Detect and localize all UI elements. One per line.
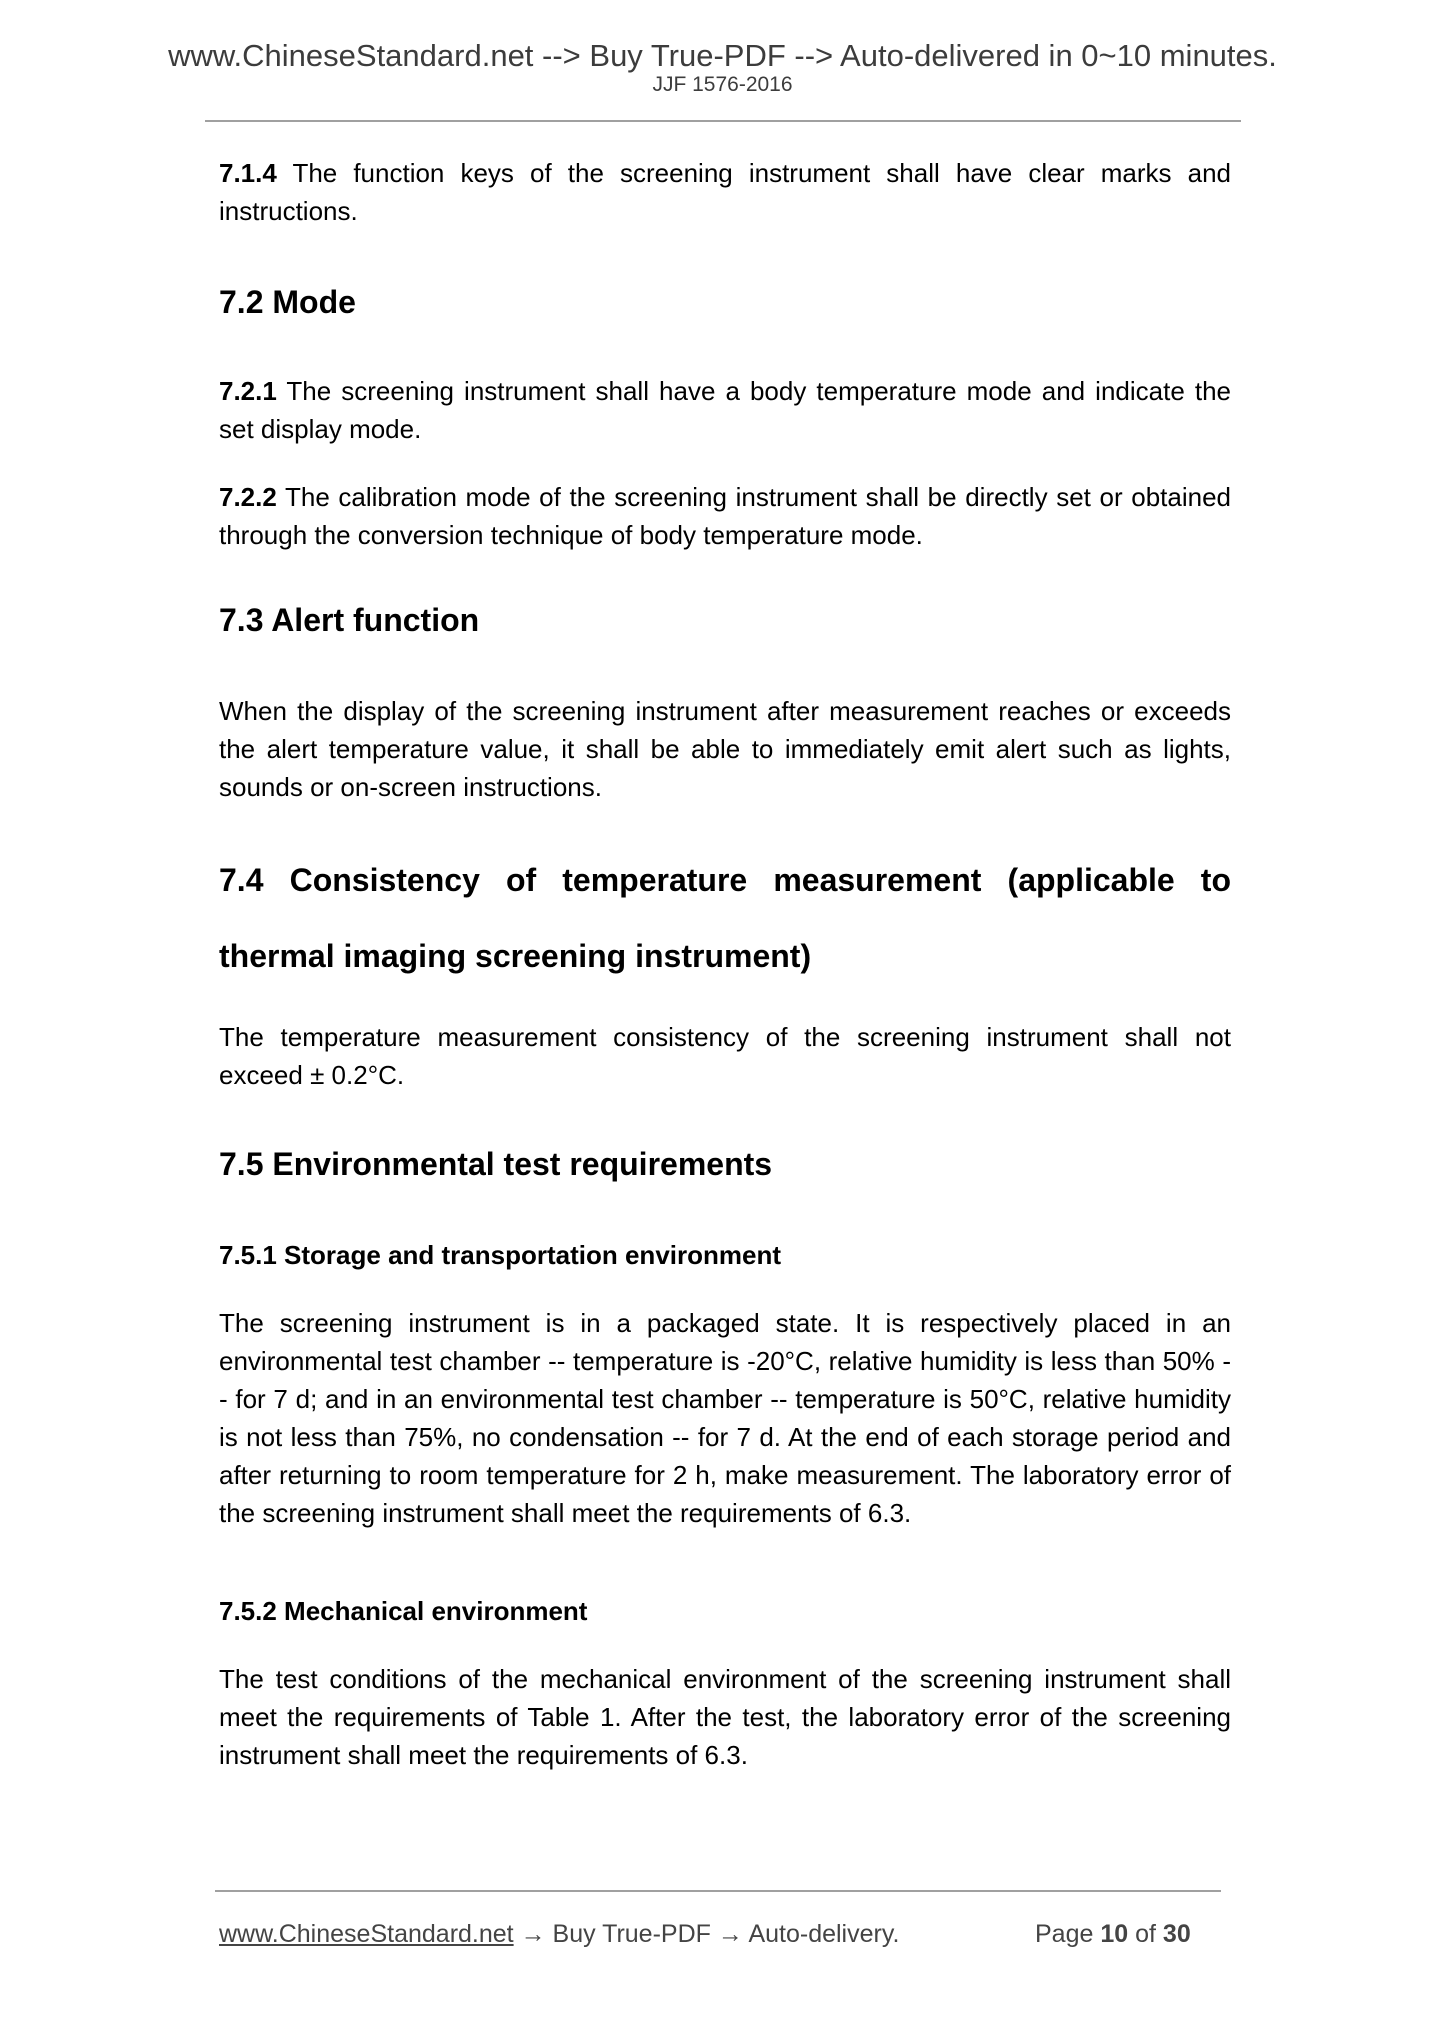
subsection-7-5-1-text: The screening instrument is in a packaged state. It is respectively placed in an environmental test chamber -- temperature is -20°C, relative humidity is less than 50% -- for 7 d; and in an environmental test chamber -- temperature is 50°C, relative humidity is not less than 75%, no condensation -- for 7 d. At the end of each storage period and after returning to room temperature for 2 h, make measurement. The laboratory error of the screening instrument shall meet the requirements of 6.3.	[219, 1308, 1231, 1528]
section-7-4-body	[219, 1018, 1231, 1094]
subsection-heading-7-5-2: 7.5.2 Mechanical environment	[219, 1596, 588, 1626]
section-7-3-heading-block	[219, 600, 1231, 640]
subsection-7-5-2-text: The test conditions of the mechanical environment of the screening instrument shall meet the requirements of Table 1. After the test, the laboratory error of the screening instrument shall meet the requirements of 6.3.	[219, 1664, 1231, 1770]
section-7-4-text: The temperature measurement consistency of the screening instrument shall not exceed ± 0.2°C.	[219, 1022, 1231, 1090]
footer-promo	[219, 1918, 899, 1950]
subsection-7-5-1-body	[219, 1304, 1231, 1532]
clause-7-2-2-text: 7.2.2 The calibration mode of the screening instrument shall be directly set or obtained through the conversion technique of body temperature mode.	[219, 482, 1231, 550]
clause-7-1-4-text: 7.1.4 The function keys of the screening instrument shall have clear marks and instructions.	[219, 158, 1231, 226]
auto-delivery-text: Auto-delivery.	[748, 1920, 900, 1948]
header-divider	[205, 120, 1241, 122]
section-heading-7-3: 7.3 Alert function	[219, 602, 480, 638]
section-7-5-heading-block	[219, 1144, 1231, 1184]
total-pages: 30	[1162, 1920, 1191, 1948]
page-indicator	[1035, 1918, 1191, 1950]
section-7-3-text: When the display of the screening instrument after measurement reaches or exceeds the alert temperature value, it shall be able to immediately emit alert such as lights, sounds or on-screen instructions.	[219, 696, 1231, 802]
clause-number: 7.2.1	[219, 376, 277, 406]
section-7-2-heading-block	[219, 282, 1231, 322]
clause-7-2-1	[219, 372, 1231, 448]
section-heading-7-4: 7.4 Consistency of temperature measurement (applicable to thermal imaging screening instrument)	[219, 862, 1231, 974]
header-banner: www.ChineseStandard.net --> Buy True-PDF --> Auto-delivered in 0~10 minutes.	[168, 38, 1277, 73]
section-heading-7-2: 7.2 Mode	[219, 284, 356, 320]
clause-7-1-4	[219, 154, 1231, 230]
page-label: Page	[1035, 1920, 1094, 1948]
section-7-3-body	[219, 692, 1231, 806]
arrow-right-icon: →	[520, 1920, 546, 1948]
footer-divider	[215, 1890, 1221, 1892]
clause-7-2-1-text: 7.2.1 The screening instrument shall have a body temperature mode and indicate the set display mode.	[219, 376, 1231, 444]
subsection-heading-7-5-1: 7.5.1 Storage and transportation environment	[219, 1240, 781, 1270]
buy-true-pdf-text: Buy True-PDF	[552, 1920, 711, 1948]
standard-code: JJF 1576-2016	[652, 73, 793, 96]
section-heading-7-5: 7.5 Environmental test requirements	[219, 1146, 773, 1182]
clause-7-2-2	[219, 478, 1231, 554]
section-7-4-heading-block	[219, 842, 1231, 994]
subsection-7-5-2-heading-block	[219, 1594, 1231, 1628]
subsection-7-5-2-body	[219, 1660, 1231, 1774]
clause-number: 7.1.4	[219, 158, 277, 188]
current-page-number: 10	[1100, 1920, 1129, 1948]
of-label: of	[1135, 1920, 1156, 1948]
chinesestandard-link[interactable]: www.ChineseStandard.net	[219, 1920, 514, 1948]
clause-number: 7.2.2	[219, 482, 277, 512]
arrow-right-icon: →	[717, 1920, 743, 1948]
subsection-7-5-1-heading-block	[219, 1238, 1231, 1272]
